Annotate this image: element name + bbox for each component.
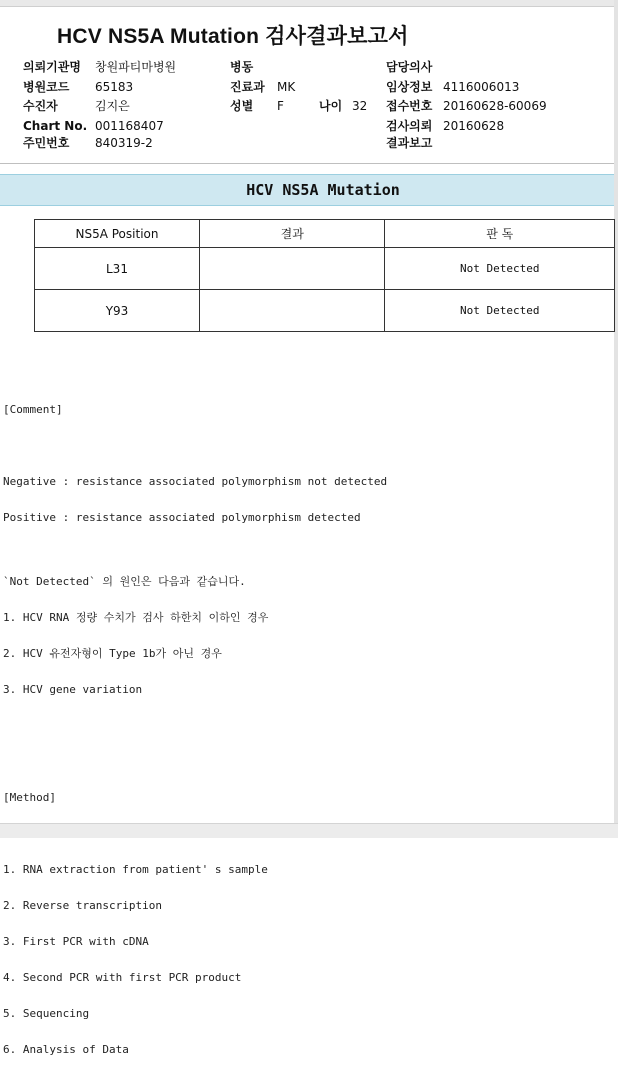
window-top-edge (0, 0, 618, 7)
interpretation-cell: Not Detected (385, 290, 615, 332)
chart-no-label: Chart No. (23, 119, 88, 133)
method-step: 2. Reverse transcription (3, 899, 162, 912)
column-header-position: NS5A Position (35, 220, 200, 248)
request-date-label: 검사의뢰 (386, 119, 433, 133)
interpretation-cell: Not Detected (385, 248, 615, 290)
method-step: 3. First PCR with cDNA (3, 935, 149, 948)
section-title: HCV NS5A Mutation (246, 181, 400, 199)
notes-block (3, 380, 387, 1068)
institution-label: 의뢰기관명 (23, 60, 81, 74)
result-cell (199, 248, 385, 290)
sex-value: F (277, 99, 284, 113)
window-bottom-edge (0, 823, 618, 838)
clinical-info-label: 임상정보 (386, 80, 433, 94)
column-header-interpretation: 판 독 (385, 220, 615, 248)
resident-no-value: 840319-2 (95, 136, 153, 150)
method-step: 5. Sequencing (3, 1007, 90, 1020)
age-label: 나이 (319, 99, 343, 113)
position-cell: Y93 (35, 290, 200, 332)
physician-label: 담당의사 (386, 60, 433, 74)
cause-heading: `Not Detected` 의 원인은 다음과 같습니다. (3, 575, 246, 588)
window-right-edge (614, 0, 618, 838)
comment-heading: [Comment] (3, 403, 63, 416)
department-label: 진료과 (230, 80, 265, 94)
receipt-no-value: 20160628-60069 (443, 99, 547, 113)
request-date-value: 20160628 (443, 119, 505, 133)
institution-value: 창원파티마병원 (95, 60, 177, 74)
resident-no-label: 주민번호 (23, 136, 70, 150)
position-cell: L31 (35, 248, 200, 290)
hospital-code-value: 65183 (95, 80, 134, 94)
hospital-code-label: 병원코드 (23, 80, 70, 94)
age-value: 32 (352, 99, 368, 113)
table-row (35, 290, 615, 332)
method-heading: [Method] (3, 791, 56, 804)
cause-item: 2. HCV 유전자형이 Type 1b가 아닌 경우 (3, 647, 222, 660)
department-value: MK (277, 80, 296, 94)
comment-line: Negative : resistance associated polymorphism not detected (3, 475, 388, 488)
divider (0, 163, 614, 164)
column-header-result: 결과 (199, 220, 385, 248)
method-step: 1. RNA extraction from patient' s sample (3, 863, 268, 876)
patient-label: 수진자 (23, 99, 58, 113)
receipt-no-label: 접수번호 (386, 99, 433, 113)
cause-item: 3. HCV gene variation (3, 683, 143, 696)
comment-line: Positive : resistance associated polymorphism detected (3, 511, 361, 524)
patient-value: 김지은 (95, 99, 130, 113)
table-row (35, 248, 615, 290)
chart-no-value: 001168407 (95, 119, 164, 133)
result-cell (199, 290, 385, 332)
section-header (0, 174, 614, 206)
report-title: HCV NS5A Mutation 검사결과보고서 (57, 25, 409, 48)
method-step: 4. Second PCR with first PCR product (3, 971, 242, 984)
table-header-row (35, 220, 615, 248)
results-table (34, 219, 615, 332)
ward-label: 병동 (230, 60, 254, 74)
method-step: 6. Analysis of Data (3, 1043, 129, 1056)
sex-label: 성별 (230, 99, 254, 113)
report-date-label: 결과보고 (386, 136, 433, 150)
cause-item: 1. HCV RNA 정량 수치가 검사 하한치 이하인 경우 (3, 611, 269, 624)
clinical-info-value: 4116006013 (443, 80, 520, 94)
